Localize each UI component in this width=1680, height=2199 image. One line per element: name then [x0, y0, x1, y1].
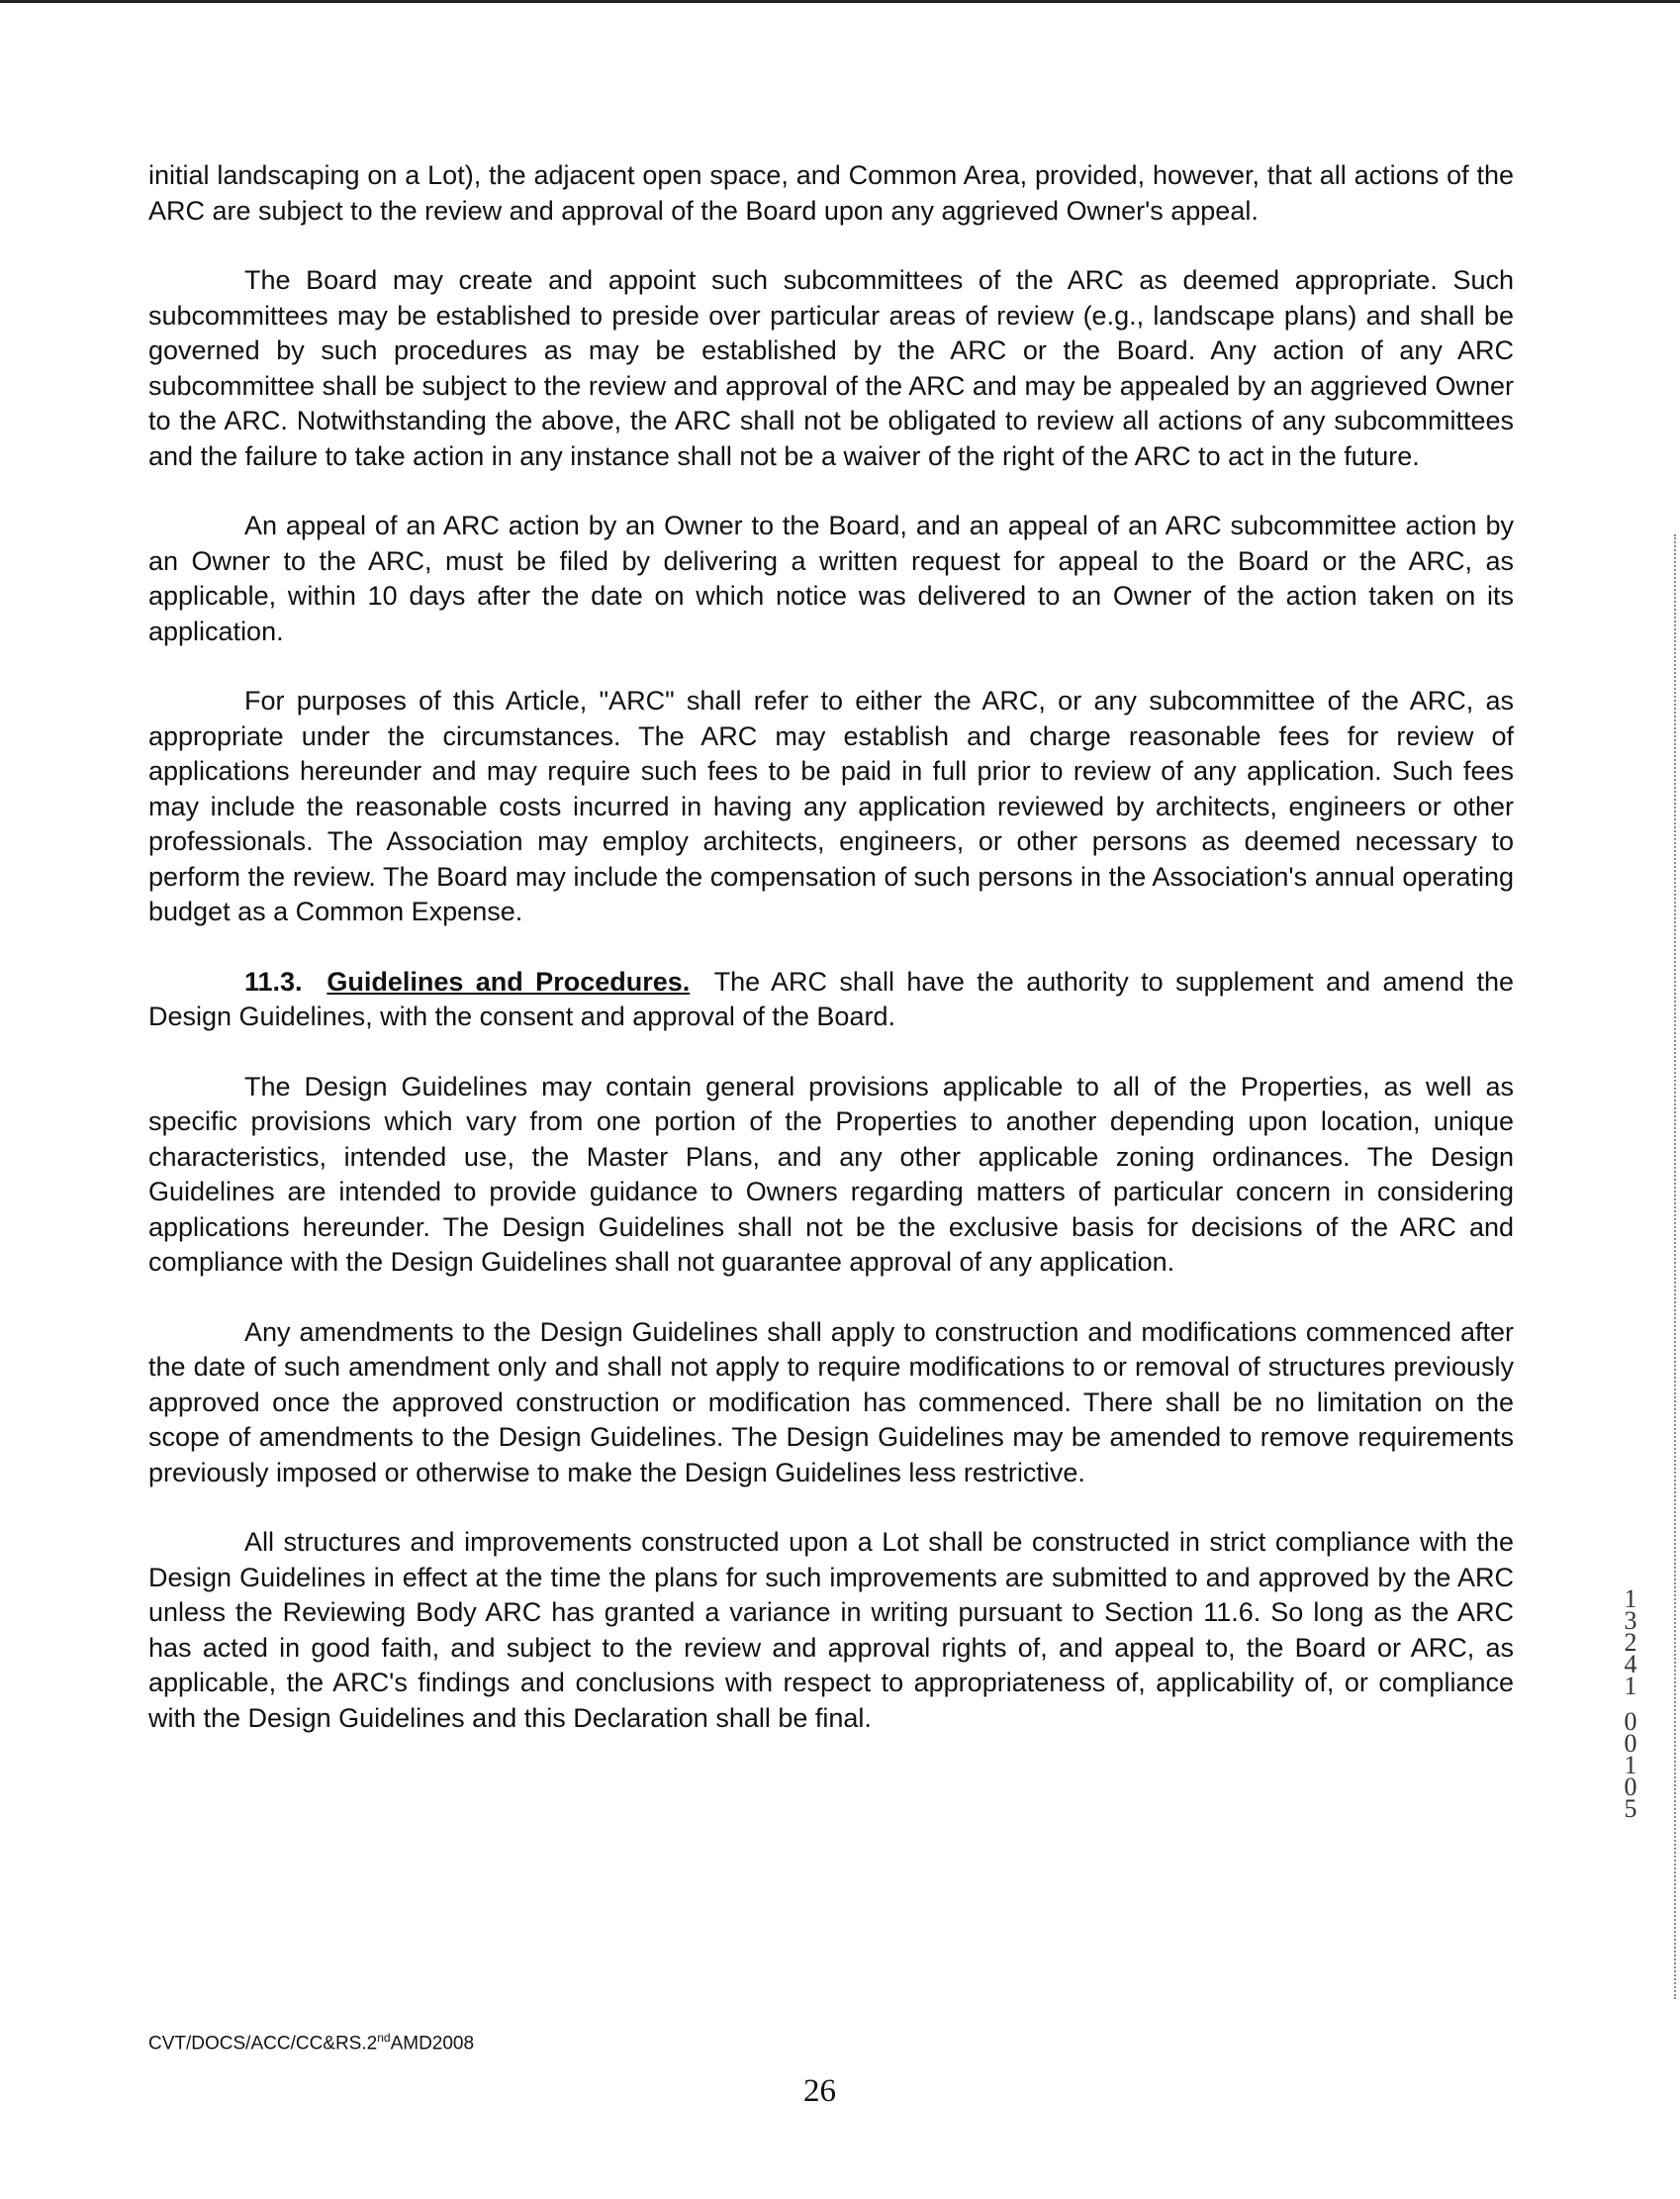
- stamp-digit: 0: [1624, 1707, 1637, 1736]
- stamp-digit: 0: [1624, 1729, 1637, 1758]
- doc-ref-suffix: AMD2008: [390, 2033, 475, 2055]
- section-11-3: [148, 965, 1514, 1035]
- paragraph-subcommittees: The Board may create and appoint such subcommittees of the ARC as deemed appropriate. Such subcommittees may be established to preside over particular areas of review (e.g., landscape plans) and shall be governed by such procedures as may be established by the ARC or the Board. Any action of any ARC subcommittee shall be subject to the review and approval of the ARC and may be appealed by an aggrieved Owner to the ARC. Notwithstanding the above, the ARC shall not be obligated to review all actions of any subcommittees and the failure to take action in any instance shall not be a waiver of the right of the ARC to act in the future.: [148, 265, 1514, 471]
- section-title: Guidelines and Procedures.: [327, 966, 691, 997]
- stamp-digit: 2: [1624, 1628, 1637, 1657]
- stamp-digit: 3: [1624, 1606, 1637, 1635]
- doc-ref-superscript: nd: [377, 2031, 391, 2045]
- paragraph-continuation: initial landscaping on a Lot), the adjacent open space, and Common Area, provided, however, that all actions of the ARC are subject to the review and approval of the Board upon any aggrieved Owner's appeal.: [148, 160, 1514, 226]
- margin-stamp-number: [1611, 1584, 1650, 1823]
- stamp-digit: 0: [1624, 1772, 1637, 1801]
- stamp-digit: 5: [1624, 1794, 1637, 1823]
- section-intro: The ARC shall have the authority to supplement and amend the Design Guidelines, with the consent and approval of the Board.: [148, 966, 1515, 1031]
- stamp-digit: 1: [1624, 1672, 1637, 1700]
- paragraph-fees: For purposes of this Article, "ARC" shall refer to either the ARC, or any subcommittee of the ARC, as appropriate under the circumstances. The ARC may establish and charge reasonable fees for review of applications hereunder and may require such fees to be paid in full prior to review of any application. Such fees may include the reasonable costs incurred in having any application reviewed by architects, engineers or other professionals. The Association may employ architects, engineers, or other persons as deemed necessary to perform the review. The Board may include the compensation of such persons in the Association's annual operating budget as a Common Expense.: [148, 686, 1514, 926]
- top-border-rule: [0, 0, 1680, 3]
- paragraph-appeal: An appeal of an ARC action by an Owner to the Board, and an appeal of an ARC subcommittee action by an Owner to the ARC, must be filed by delivering a written request for appeal to the Board or the ARC, as applicable, within 10 days after the date on which notice was delivered to an Owner of the action taken on its application.: [148, 511, 1514, 646]
- doc-ref-prefix: CVT/DOCS/ACC/CC&RS.2: [148, 2033, 378, 2055]
- paragraph-compliance: All structures and improvements constructed upon a Lot shall be constructed in strict compliance with the Design Guidelines in effect at the time the plans for such improvements are submitted to and approved by the ARC unless the Reviewing Body ARC has granted a variance in writing pursuant to Section 11.6. So long as the ARC has acted in good faith, and subject to the review and approval rights of, and appeal to, the Board or ARC, as applicable, the ARC's findings and conclusions with respect to appropriateness of, applicability of, or compliance with the Design Guidelines and this Declaration shall be final.: [148, 1527, 1514, 1733]
- paragraph-design-guidelines: The Design Guidelines may contain general provisions applicable to all of the Properties, as well as specific provisions which vary from one portion of the Properties to another depending upon location, unique characteristics, intended use, the Master Plans, and any other applicable zoning ordinances. The Design Guidelines are intended to provide guidance to Owners regarding matters of particular concern in considering applications hereunder. The Design Guidelines shall not be the exclusive basis for decisions of the ARC and compliance with the Design Guidelines shall not guarantee approval of any application.: [148, 1071, 1514, 1277]
- stamp-digit: 4: [1624, 1650, 1637, 1678]
- scan-edge-marks: [1674, 534, 1679, 1999]
- paragraph-amendments: Any amendments to the Design Guidelines shall apply to construction and modifications commenced after the date of such amendment only and shall not apply to require modifications to or removal of structures previously approved once the approved construction or modification has commenced. There shall be no limitation on the scope of amendments to the Design Guidelines. The Design Guidelines may be amended to remove requirements previously imposed or otherwise to make the Design Guidelines less restrictive.: [148, 1316, 1514, 1487]
- section-number: 11.3.: [244, 966, 303, 997]
- stamp-digit: 1: [1624, 1751, 1637, 1779]
- document-body: [148, 158, 1514, 1770]
- stamp-digit: 1: [1624, 1584, 1637, 1613]
- footer-document-reference: [148, 2031, 474, 2055]
- page-number: 26: [803, 2073, 836, 2109]
